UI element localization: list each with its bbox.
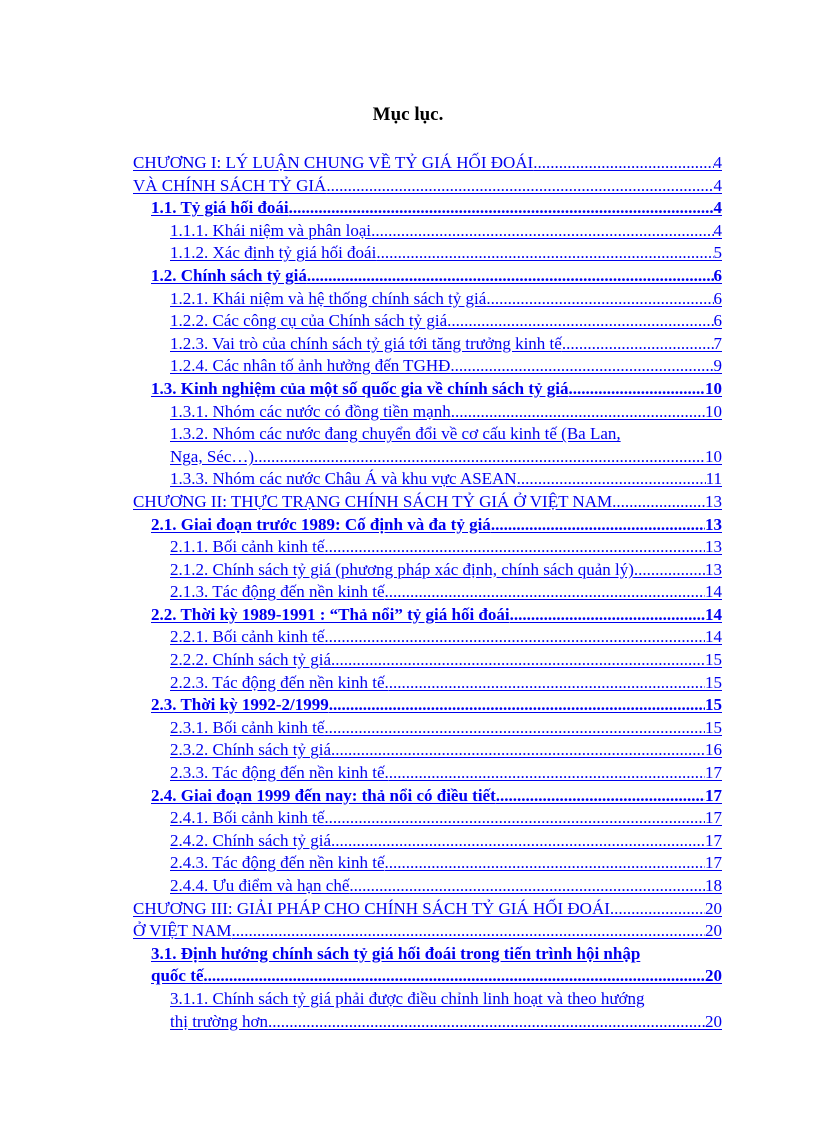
dot-leader bbox=[331, 830, 705, 853]
page-title: Mục lục. bbox=[372, 104, 444, 125]
dot-leader bbox=[307, 265, 714, 288]
toc-entry-title: 1.2.4. Các nhân tố ảnh hưởng đến TGHĐ bbox=[170, 356, 451, 376]
toc-entry-title: 2.1.3. Tác động đến nền kinh tế bbox=[170, 582, 385, 602]
toc-entry[interactable] bbox=[133, 220, 722, 243]
dot-leader bbox=[268, 1011, 705, 1034]
dot-leader bbox=[324, 807, 705, 830]
toc-entry-page-number: 14 bbox=[705, 604, 722, 624]
toc-entry[interactable] bbox=[133, 333, 722, 356]
toc-entry[interactable] bbox=[133, 175, 722, 198]
table-of-contents bbox=[133, 152, 722, 1033]
toc-entry[interactable] bbox=[133, 807, 722, 830]
toc-entry-page-number: 7 bbox=[713, 333, 722, 353]
toc-entry-page-number: 13 bbox=[705, 514, 722, 534]
toc-entry-page-number: 6 bbox=[713, 265, 722, 285]
toc-entry[interactable] bbox=[133, 152, 722, 175]
dot-leader bbox=[385, 852, 705, 875]
toc-entry-title: 2.4.4. Ưu điểm và hạn chế bbox=[170, 876, 350, 895]
toc-entry-page-number: 17 bbox=[705, 808, 722, 828]
toc-entry[interactable] bbox=[133, 649, 722, 672]
toc-entry-page-number: 10 bbox=[705, 378, 722, 398]
toc-entry-page-number: 20 bbox=[705, 921, 722, 941]
toc-entry-page-number: 4 bbox=[713, 220, 722, 240]
dot-leader bbox=[371, 220, 713, 243]
dot-leader bbox=[324, 626, 705, 649]
toc-entry-page-number: 20 bbox=[705, 898, 722, 918]
dot-leader bbox=[486, 288, 713, 311]
toc-entry-page-number: 10 bbox=[705, 401, 722, 421]
toc-entry[interactable] bbox=[133, 739, 722, 762]
toc-entry-title: 1.2.3. Vai trò của chính sách tỷ giá tới tăng trưởng kinh tế bbox=[170, 333, 562, 353]
toc-entry-page-number: 20 bbox=[705, 966, 722, 986]
dot-leader bbox=[491, 514, 705, 537]
dot-leader bbox=[569, 378, 706, 401]
toc-entry-page-number: 4 bbox=[713, 198, 722, 218]
toc-entry[interactable] bbox=[133, 988, 722, 1033]
dot-leader bbox=[451, 401, 705, 424]
toc-entry[interactable] bbox=[133, 288, 722, 311]
toc-entry-title: CHƯƠNG II: THỰC TRẠNG CHÍNH SÁCH TỶ GIÁ Ở VIỆT NAM bbox=[133, 491, 613, 511]
toc-entry[interactable] bbox=[133, 491, 722, 514]
toc-entry-page-number: 9 bbox=[713, 356, 722, 376]
toc-entry[interactable] bbox=[133, 310, 722, 333]
toc-entry-page-number: 6 bbox=[713, 311, 722, 331]
toc-entry-page-number: 15 bbox=[705, 717, 722, 737]
toc-entry[interactable] bbox=[133, 898, 722, 921]
toc-entry-page-number: 10 bbox=[705, 446, 722, 466]
toc-entry-page-number: 11 bbox=[705, 469, 722, 489]
dot-leader bbox=[510, 604, 705, 627]
toc-entry-page-number: 18 bbox=[705, 876, 722, 895]
toc-entry-title: 1.1.1. Khái niệm và phân loại bbox=[170, 220, 372, 240]
toc-entry-title: 2.4. Giai đoạn 1999 đến nay: thả nổi có điều tiết bbox=[151, 785, 496, 805]
dot-leader bbox=[496, 785, 705, 808]
toc-entry[interactable] bbox=[133, 852, 722, 875]
toc-entry[interactable] bbox=[133, 785, 722, 808]
toc-entry-title: 1.3. Kinh nghiệm của một số quốc gia về chính sách tỷ giá bbox=[151, 378, 569, 398]
toc-entry[interactable] bbox=[133, 242, 722, 265]
toc-entry-title: Nga, Séc…) bbox=[170, 446, 255, 466]
toc-entry-page-number: 15 bbox=[705, 695, 722, 715]
toc-entry[interactable] bbox=[133, 717, 722, 740]
dot-leader bbox=[634, 559, 705, 582]
dot-leader bbox=[612, 491, 705, 514]
toc-entry-title: 2.3.2. Chính sách tỷ giá bbox=[170, 740, 332, 760]
dot-leader bbox=[389, 762, 705, 785]
dot-leader bbox=[331, 649, 705, 672]
toc-entry-page-number: 5 bbox=[713, 243, 722, 263]
toc-entry-page-number: 15 bbox=[705, 672, 722, 692]
toc-entry[interactable] bbox=[133, 559, 722, 582]
dot-leader bbox=[533, 152, 713, 175]
toc-entry[interactable] bbox=[133, 536, 722, 559]
toc-entry-page-number: 14 bbox=[705, 627, 722, 647]
dot-leader bbox=[324, 536, 705, 559]
toc-entry-title: 2.2.1. Bối cảnh kinh tế bbox=[170, 627, 325, 647]
toc-entry-page-number: 17 bbox=[705, 830, 722, 850]
toc-entry[interactable] bbox=[133, 265, 722, 288]
toc-entry-page-number: 16 bbox=[705, 740, 722, 760]
toc-entry-title: quốc tế bbox=[151, 966, 204, 986]
toc-entry-page-number: 13 bbox=[705, 559, 722, 579]
toc-entry-title: Ở VIỆT NAM bbox=[133, 921, 232, 941]
toc-entry-title: 2.3.3. Tác động đến nền kinh tế. bbox=[170, 763, 389, 783]
dot-leader bbox=[447, 310, 713, 333]
dot-leader bbox=[289, 197, 714, 220]
toc-entry-title: 1.2.1. Khái niệm và hệ thống chính sách tỷ giá bbox=[170, 288, 487, 308]
dot-leader bbox=[329, 694, 705, 717]
toc-entry-page-number: 6 bbox=[713, 288, 722, 308]
toc-entry-page-number: 14 bbox=[705, 582, 722, 602]
toc-entry[interactable] bbox=[133, 514, 722, 537]
toc-entry-title: thị trường hơn bbox=[170, 1011, 269, 1031]
toc-entry-title: 1.1. Tỷ giá hối đoái bbox=[151, 198, 289, 218]
toc-entry-title: 1.1.2. Xác định tỷ giá hối đoái bbox=[170, 243, 377, 263]
toc-entry[interactable] bbox=[133, 626, 722, 649]
toc-entry[interactable] bbox=[133, 355, 722, 378]
dot-leader bbox=[324, 717, 705, 740]
toc-entry-page-number: 13 bbox=[705, 491, 722, 511]
toc-entry[interactable] bbox=[133, 423, 722, 468]
toc-entry-title: 2.4.2. Chính sách tỷ giá bbox=[170, 830, 332, 850]
toc-entry-title: 2.2.3. Tác động đến nền kinh tế. bbox=[170, 672, 389, 692]
toc-entry-title: 2.2.2. Chính sách tỷ giá bbox=[170, 650, 332, 670]
dot-leader bbox=[562, 333, 714, 356]
toc-entry-title: 2.2. Thời kỳ 1989-1991 : “Thả nổi” tỷ giá hối đoái bbox=[151, 604, 510, 624]
dot-leader bbox=[349, 875, 705, 898]
dot-leader bbox=[389, 672, 705, 695]
toc-entry-page-number: 20 bbox=[705, 1011, 722, 1031]
dot-leader bbox=[203, 965, 705, 988]
toc-entry-title: 2.1. Giai đoạn trước 1989: Cố định và đa tỷ giá bbox=[151, 514, 491, 534]
toc-entry-page-number: 17 bbox=[705, 853, 722, 873]
toc-entry-title: 1.2.2. Các công cụ của Chính sách tỷ giá bbox=[170, 311, 448, 331]
toc-entry-title: CHƯƠNG III: GIẢI PHÁP CHO CHÍNH SÁCH TỶ GIÁ HỐI ĐOÁI bbox=[133, 898, 610, 918]
toc-entry-title: 2.3. Thời kỳ 1992-2/1999 bbox=[151, 695, 329, 715]
toc-entry[interactable] bbox=[133, 830, 722, 853]
toc-entry-title: 2.4.1. Bối cảnh kinh tế bbox=[170, 808, 325, 828]
dot-leader bbox=[331, 739, 705, 762]
toc-entry-title: 2.1.1. Bối cảnh kinh tế bbox=[170, 537, 325, 557]
toc-entry-title: 1.2. Chính sách tỷ giá bbox=[151, 265, 307, 285]
dot-leader bbox=[254, 446, 705, 469]
toc-entry-title-line: 3.1.1. Chính sách tỷ giá phải được điều chỉnh linh hoạt và theo hướng bbox=[170, 988, 645, 1008]
dot-leader bbox=[232, 920, 705, 943]
toc-entry[interactable] bbox=[133, 672, 722, 695]
toc-entry-page-number: 4 bbox=[713, 175, 722, 195]
toc-entry-title-line: 3.1. Định hướng chính sách tỷ giá hối đoái trong tiến trình hội nhập bbox=[151, 943, 641, 963]
dot-leader bbox=[326, 175, 713, 198]
toc-entry-page-number: 17 bbox=[705, 785, 722, 805]
toc-entry[interactable] bbox=[133, 378, 722, 401]
dot-leader bbox=[517, 468, 706, 491]
toc-entry-title: CHƯƠNG I: LÝ LUẬN CHUNG VỀ TỶ GIÁ HỐI ĐOÁI bbox=[133, 153, 534, 172]
toc-entry[interactable] bbox=[133, 943, 722, 988]
dot-leader bbox=[610, 898, 705, 921]
toc-entry[interactable] bbox=[133, 694, 722, 717]
toc-entry[interactable] bbox=[133, 581, 722, 604]
toc-entry[interactable] bbox=[133, 197, 722, 220]
toc-entry[interactable] bbox=[133, 604, 722, 627]
toc-entry-title: 1.3.3. Nhóm các nước Châu Á và khu vực ASEAN bbox=[170, 469, 517, 489]
toc-entry[interactable] bbox=[133, 875, 722, 898]
toc-entry-title: VÀ CHÍNH SÁCH TỶ GIÁ bbox=[133, 175, 327, 195]
toc-entry-title: 2.4.3. Tác động đến nền kinh tế bbox=[170, 853, 385, 873]
dot-leader bbox=[385, 581, 705, 604]
toc-entry-title-line: 1.3.2. Nhóm các nước đang chuyển đổi về cơ cấu kinh tế (Ba Lan, bbox=[170, 424, 621, 444]
toc-entry[interactable] bbox=[133, 762, 722, 785]
toc-entry-page-number: 4 bbox=[713, 153, 722, 172]
toc-entry-page-number: 15 bbox=[705, 650, 722, 670]
toc-entry-page-number: 13 bbox=[705, 537, 722, 557]
toc-entry-page-number: 17 bbox=[705, 763, 722, 783]
dot-leader bbox=[376, 242, 713, 265]
dot-leader bbox=[450, 355, 713, 378]
toc-entry-title: 2.3.1. Bối cảnh kinh tế bbox=[170, 717, 325, 737]
toc-entry-title: 1.3.1. Nhóm các nước có đồng tiền mạnh bbox=[170, 401, 451, 421]
toc-entry-title: 2.1.2. Chính sách tỷ giá (phương pháp xác định, chính sách quản lý) bbox=[170, 559, 634, 579]
toc-entry[interactable] bbox=[133, 468, 722, 491]
toc-entry[interactable] bbox=[133, 920, 722, 943]
toc-entry[interactable] bbox=[133, 401, 722, 424]
